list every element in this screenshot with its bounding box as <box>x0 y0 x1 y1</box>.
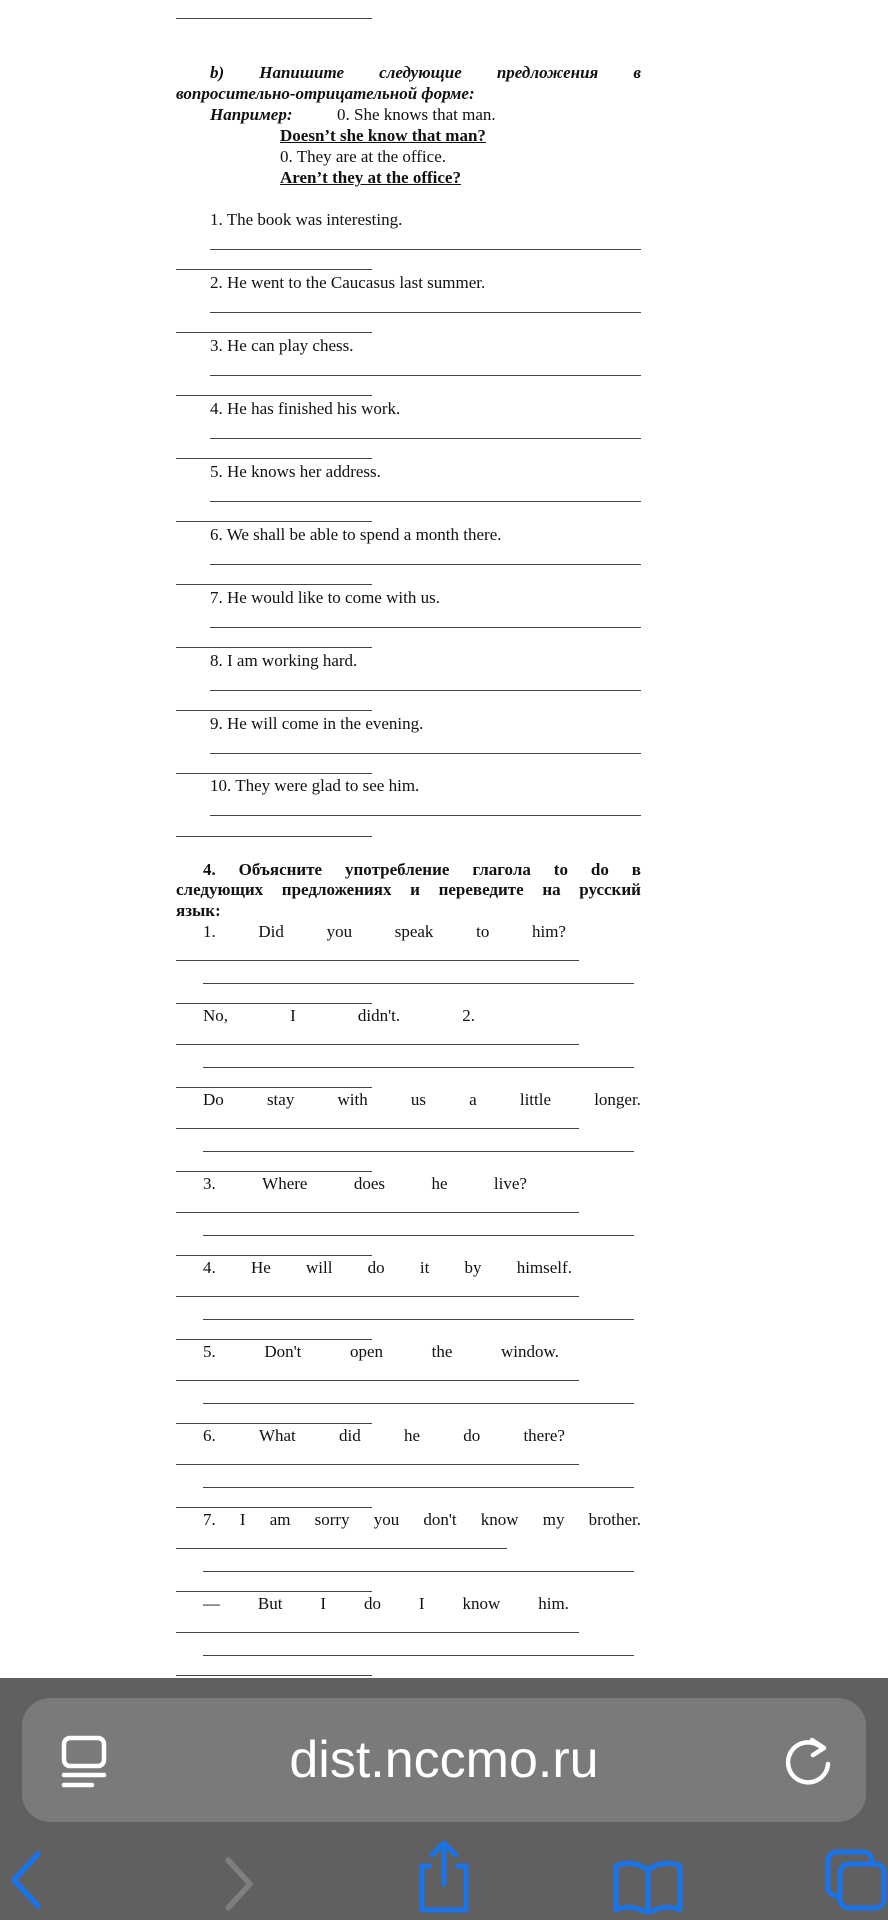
answer-line[interactable] <box>210 690 641 691</box>
word: What <box>258 1426 296 1445</box>
answer-line[interactable] <box>176 1507 372 1508</box>
word: 2. <box>462 1006 475 1025</box>
word: 4. <box>203 1258 216 1277</box>
heading-word: следующих <box>176 880 264 899</box>
word: 3. <box>203 1174 216 1193</box>
answer-line[interactable] <box>176 1296 579 1297</box>
list-item: 5. He knows her address. <box>210 462 381 481</box>
answer-line[interactable] <box>176 521 372 522</box>
word: I <box>290 1006 296 1025</box>
answer-line[interactable] <box>176 1044 579 1045</box>
list-item: 10. They were glad to see him. <box>210 776 420 795</box>
answer-line[interactable] <box>203 1151 634 1152</box>
answer-line[interactable] <box>176 1380 579 1381</box>
word: window. <box>501 1342 559 1361</box>
answer-line[interactable] <box>176 1255 372 1256</box>
answer-line[interactable] <box>176 647 372 648</box>
word: But <box>257 1594 283 1613</box>
heading-word: 4. <box>203 860 216 879</box>
answer-line[interactable] <box>203 1487 634 1488</box>
word: longer. <box>594 1090 641 1109</box>
answer-line[interactable] <box>176 458 372 459</box>
back-icon[interactable] <box>8 1848 44 1912</box>
word: you <box>373 1510 400 1529</box>
list-item <box>203 1510 641 1530</box>
example-label: Например: <box>210 105 293 124</box>
word: No, <box>203 1006 229 1025</box>
answer-line[interactable] <box>203 1067 634 1068</box>
list-item <box>203 1342 559 1362</box>
word: he <box>431 1174 448 1193</box>
answer-line[interactable] <box>210 501 641 502</box>
word: little <box>519 1090 552 1109</box>
word: you <box>326 922 353 941</box>
list-item <box>203 922 566 942</box>
heading-word: Объясните <box>238 860 323 879</box>
example-sentence: 0. They are at the office. <box>280 147 446 166</box>
answer-line[interactable] <box>176 1087 372 1088</box>
heading-word: переведите <box>438 880 524 899</box>
answer-line[interactable] <box>176 1548 507 1549</box>
list-item: 9. He will come in the evening. <box>210 714 424 733</box>
reload-icon[interactable] <box>782 1734 834 1786</box>
word: stay <box>266 1090 295 1109</box>
answer-line[interactable] <box>176 1171 372 1172</box>
answer-line[interactable] <box>210 627 641 628</box>
heading-line2: вопросительно-отрицательной форме: <box>176 84 475 103</box>
word: Don't <box>264 1342 302 1361</box>
word: 1. <box>203 922 216 941</box>
answer-line[interactable] <box>176 710 372 711</box>
word: Where <box>262 1174 308 1193</box>
answer-line[interactable] <box>203 983 634 984</box>
heading-word: to <box>553 860 568 879</box>
answer-line[interactable] <box>176 1339 372 1340</box>
heading-word: следующие <box>379 63 462 82</box>
word: my <box>542 1510 565 1529</box>
answer-line[interactable] <box>176 836 372 837</box>
heading-word: в <box>633 63 641 82</box>
list-item <box>203 1594 569 1614</box>
heading-word: предложения <box>496 63 599 82</box>
word: does <box>353 1174 386 1193</box>
share-icon[interactable] <box>414 1838 474 1914</box>
example-answer: Aren’t they at the office? <box>280 168 461 187</box>
list-item: 8. I am working hard. <box>210 651 358 670</box>
forward-icon[interactable] <box>222 1854 256 1914</box>
word: did <box>339 1426 361 1445</box>
list-item: 1. The book was interesting. <box>210 210 403 229</box>
answer-line[interactable] <box>203 1655 634 1656</box>
answer-line[interactable] <box>176 1003 372 1004</box>
example-sentence: 0. She knows that man. <box>337 105 496 124</box>
answer-line[interactable] <box>176 1212 579 1213</box>
word: 6. <box>203 1426 216 1445</box>
heading-word: русский <box>579 880 641 899</box>
bookmarks-icon[interactable] <box>612 1858 684 1914</box>
answer-line[interactable] <box>176 1423 372 1424</box>
word: do <box>463 1426 481 1445</box>
word: 7. <box>203 1510 216 1529</box>
answer-line[interactable] <box>210 312 641 313</box>
heading-word: употребление <box>345 860 450 879</box>
word: do <box>367 1258 385 1277</box>
word: I <box>239 1510 246 1529</box>
word: a <box>469 1090 477 1109</box>
word: I <box>418 1594 425 1613</box>
word: live? <box>493 1174 527 1193</box>
word: the <box>431 1342 453 1361</box>
answer-line[interactable] <box>203 1319 634 1320</box>
answer-line[interactable] <box>176 1675 372 1676</box>
list-item <box>203 1426 565 1446</box>
list-item: 4. He has finished his work. <box>210 399 401 418</box>
address-bar[interactable] <box>22 1698 866 1822</box>
heading-word: предложениях <box>281 880 392 899</box>
answer-line[interactable] <box>210 375 641 376</box>
list-item <box>203 1174 527 1194</box>
list-item <box>203 1006 475 1026</box>
answer-line[interactable] <box>176 960 579 961</box>
answer-line[interactable] <box>210 249 641 250</box>
word: am <box>269 1510 291 1529</box>
heading-word: Напишите <box>259 63 345 82</box>
heading-line3: язык: <box>176 901 221 920</box>
word: know <box>480 1510 519 1529</box>
answer-line[interactable] <box>176 584 372 585</box>
word: himself. <box>516 1258 572 1277</box>
heading-word: и <box>410 880 420 899</box>
list-item <box>203 1258 572 1278</box>
answer-line[interactable] <box>176 1128 579 1129</box>
answer-line[interactable] <box>176 332 372 333</box>
word: by <box>464 1258 482 1277</box>
answer-line[interactable] <box>210 815 641 816</box>
heading-word: в <box>631 860 641 879</box>
word: He <box>250 1258 271 1277</box>
word: do <box>364 1594 381 1613</box>
answer-line[interactable] <box>176 395 372 396</box>
word: I <box>320 1594 327 1613</box>
heading-letter: b) <box>210 63 225 82</box>
word: to <box>476 922 490 941</box>
word: us <box>410 1090 426 1109</box>
url-text[interactable]: dist.nccmo.ru <box>289 1731 599 1789</box>
word: him. <box>538 1594 569 1613</box>
word: open <box>350 1342 384 1361</box>
word: — <box>203 1594 220 1613</box>
answer-line[interactable] <box>203 1403 634 1404</box>
answer-line[interactable] <box>203 1235 634 1236</box>
tabs-icon[interactable] <box>822 1846 888 1914</box>
heading-word: глагола <box>472 860 531 879</box>
word: know <box>462 1594 501 1613</box>
answer-line[interactable] <box>203 1571 634 1572</box>
word: speak <box>394 922 434 941</box>
word: sorry <box>314 1510 350 1529</box>
word: Do <box>203 1090 224 1109</box>
heading-word: на <box>542 880 561 899</box>
browser-toolbar <box>0 1678 888 1920</box>
answer-line[interactable] <box>176 1464 579 1465</box>
word: with <box>337 1090 368 1109</box>
list-item: 2. He went to the Caucasus last summer. <box>210 273 486 292</box>
heading-word: do <box>590 860 609 879</box>
word: he <box>403 1426 421 1445</box>
answer-line[interactable] <box>176 773 372 774</box>
word: will <box>305 1258 333 1277</box>
word: Did <box>258 922 284 941</box>
word: him? <box>531 922 566 941</box>
word: didn't. <box>357 1006 401 1025</box>
answer-line[interactable] <box>176 269 372 270</box>
answer-line[interactable] <box>176 1632 579 1633</box>
word: 5. <box>203 1342 216 1361</box>
word: there? <box>523 1426 565 1445</box>
example-answer: Doesn’t she know that man? <box>280 126 486 145</box>
list-item: 7. He would like to come with us. <box>210 588 440 607</box>
answer-line[interactable] <box>176 1591 372 1592</box>
list-item: 6. We shall be able to spend a month there. <box>210 525 502 544</box>
answer-line[interactable] <box>210 438 641 439</box>
list-item <box>203 1090 641 1110</box>
word: don't <box>423 1510 457 1529</box>
answer-line <box>176 18 372 19</box>
word: brother. <box>588 1510 641 1529</box>
answer-line[interactable] <box>210 564 641 565</box>
word: it <box>419 1258 430 1277</box>
list-item: 3. He can play chess. <box>210 336 354 355</box>
answer-line[interactable] <box>210 753 641 754</box>
